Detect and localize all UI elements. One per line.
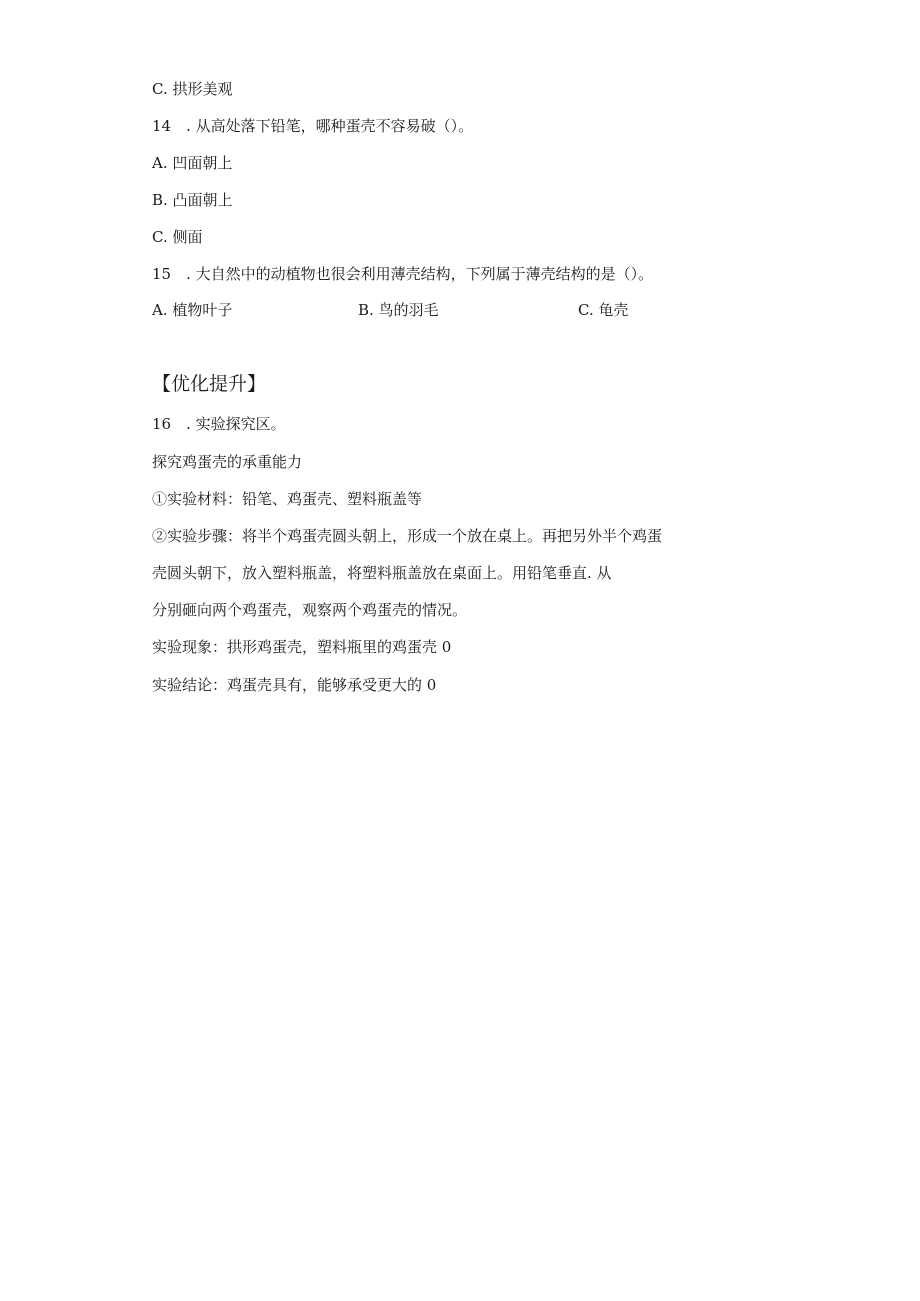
q15-option-c: C. 龟壳 xyxy=(578,301,629,319)
q14-question: 14 . 从高处落下铅笔，哪种蛋壳不容易破（）。 xyxy=(152,117,474,135)
section-title: 【优化提升】 xyxy=(152,373,267,395)
q16-steps-line3: 分别砸向两个鸡蛋壳，观察两个鸡蛋壳的情况。 xyxy=(152,601,468,619)
q14-option-c: C. 侧面 xyxy=(152,228,203,246)
q15-option-b: B. 鸟的羽毛 xyxy=(358,301,439,319)
q14-option-b: B. 凸面朝上 xyxy=(152,191,233,209)
q15-options-row xyxy=(152,300,712,320)
q16-steps-line2: 壳圆头朝下，放入塑料瓶盖，将塑料瓶盖放在桌面上。用铅笔垂直. 从 xyxy=(152,564,612,582)
q14-option-a: A. 凹面朝上 xyxy=(152,154,233,172)
q16-question: 16 . 实验探究区。 xyxy=(152,415,286,433)
q15-option-a: A. 植物叶子 xyxy=(152,301,233,319)
q16-subtitle: 探究鸡蛋壳的承重能力 xyxy=(152,453,303,471)
q16-steps-line1: ②实验步骤：将半个鸡蛋壳圆头朝上，形成一个放在桌上。再把另外半个鸡蛋 xyxy=(152,527,663,545)
q13-option-c: C. 拱形美观 xyxy=(152,80,233,98)
q16-conclusion: 实验结论：鸡蛋壳具有，能够承受更大的 0 xyxy=(152,676,437,694)
q15-question: 15 . 大自然中的动植物也很会利用薄壳结构，下列属于薄壳结构的是（）。 xyxy=(152,265,654,283)
q16-materials: ①实验材料：铅笔、鸡蛋壳、塑料瓶盖等 xyxy=(152,490,423,508)
q16-phenomenon: 实验现象：拱形鸡蛋壳，塑料瓶里的鸡蛋壳 0 xyxy=(152,638,452,656)
